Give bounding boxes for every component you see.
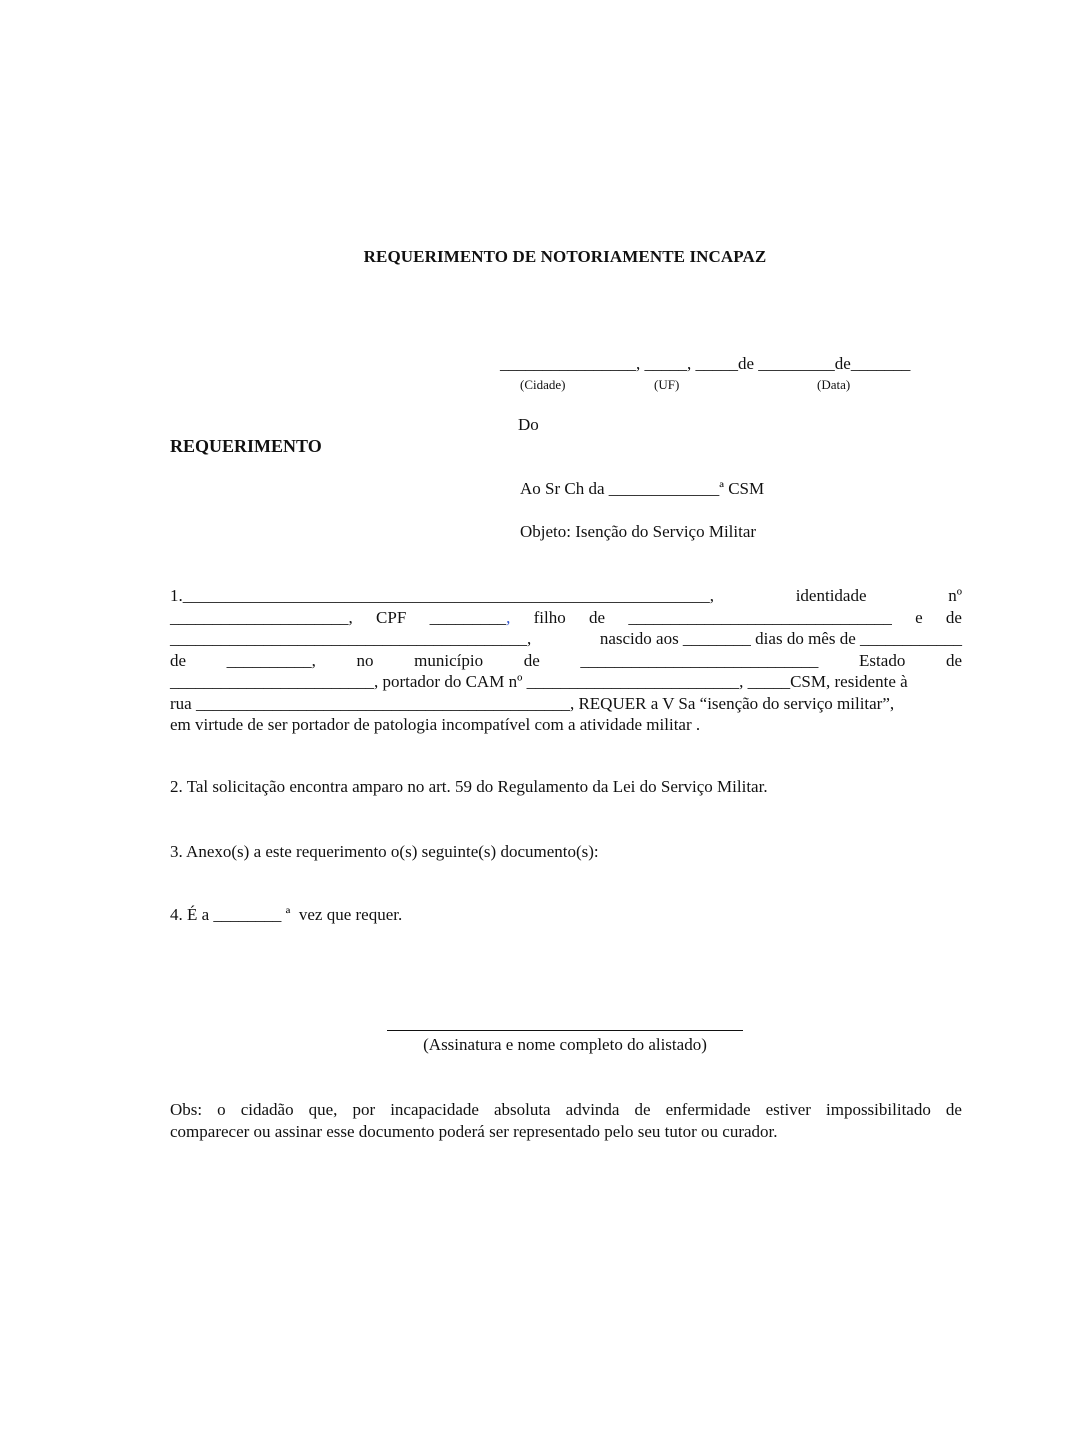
- word: de: [945, 650, 962, 670]
- word: nº: [948, 586, 962, 605]
- cpf-blank: _________,: [429, 607, 511, 627]
- observation-line-2: comparecer ou assinar esse documento poderá ser representado pelo seu tutor ou curador.: [170, 1122, 778, 1141]
- word: de: [523, 650, 540, 670]
- birth-text: nascido aos ________ dias do mês de ____________: [599, 629, 962, 648]
- paragraph-4: 4. É a ________ ª vez que requer.: [170, 905, 403, 924]
- paragraph-1-line-5: [170, 671, 962, 693]
- word: de: [170, 650, 187, 670]
- word: Estado: [859, 650, 906, 670]
- date-line: ________________, _____, _____de _________de_______: [500, 354, 911, 373]
- paragraph-1-line-7: [170, 714, 962, 736]
- signature-caption: (Assinatura e nome completo do alistado): [423, 1035, 707, 1054]
- document-title: REQUERIMENTO DE NOTORIAMENTE INCAPAZ: [363, 247, 767, 266]
- paragraph-2: 2. Tal solicitação encontra amparo no art. 59 do Regulamento da Lei do Serviço Militar.: [170, 777, 768, 796]
- reason-text: em virtude de ser portador de patologia incompatível com a atividade militar .: [170, 715, 701, 734]
- word: município: [414, 650, 484, 670]
- mother-blank: __________________________________________,: [170, 629, 532, 648]
- word: e: [915, 607, 923, 627]
- paragraph-1-line-4: [170, 650, 962, 672]
- word: filho: [533, 607, 566, 627]
- paragraph-3: 3. Anexo(s) a este requerimento o(s) seguinte(s) documento(s):: [170, 842, 599, 861]
- cam-text: ________________________, portador do CAM nº _________________________, _____CSM, residente à: [170, 672, 908, 691]
- paragraph-1-line-2: [170, 607, 962, 629]
- word: CPF: [376, 607, 407, 627]
- requerimento-heading: REQUERIMENTO: [170, 436, 322, 456]
- from-label: Do: [518, 415, 539, 434]
- state-caption: (UF): [654, 377, 680, 392]
- date-caption: (Data): [817, 377, 851, 392]
- observation-line-1: Obs: o cidadão que, por incapacidade absoluta advinda de enfermidade estiver impossibilitado de: [170, 1100, 962, 1119]
- paragraph-1-line-3: [170, 628, 962, 650]
- paragraph-1-line-1: [170, 585, 962, 607]
- word: no: [356, 650, 374, 670]
- observation: [170, 1099, 962, 1143]
- street-text: rua ____________________________________________, REQUER a V Sa “isenção do serviço militar”,: [170, 693, 895, 713]
- father-blank: _______________________________: [628, 607, 892, 627]
- signature-line: [387, 1030, 743, 1031]
- paragraph-1: [170, 585, 962, 736]
- word: de: [588, 607, 606, 627]
- paragraph-1-line-6: [170, 693, 962, 715]
- subject-line: Objeto: Isenção do Serviço Militar: [520, 522, 757, 541]
- word: de: [945, 607, 962, 627]
- addressee-line: Ao Sr Ch da _____________ª CSM: [520, 479, 765, 498]
- city-caption: (Cidade): [520, 377, 566, 392]
- id-blank: _____________________,: [170, 607, 353, 627]
- municipality-blank: ____________________________: [580, 650, 819, 670]
- word: identidade: [795, 586, 867, 605]
- name-blank: 1.______________________________________________________________,: [170, 586, 714, 605]
- year-blank: __________,: [226, 650, 316, 670]
